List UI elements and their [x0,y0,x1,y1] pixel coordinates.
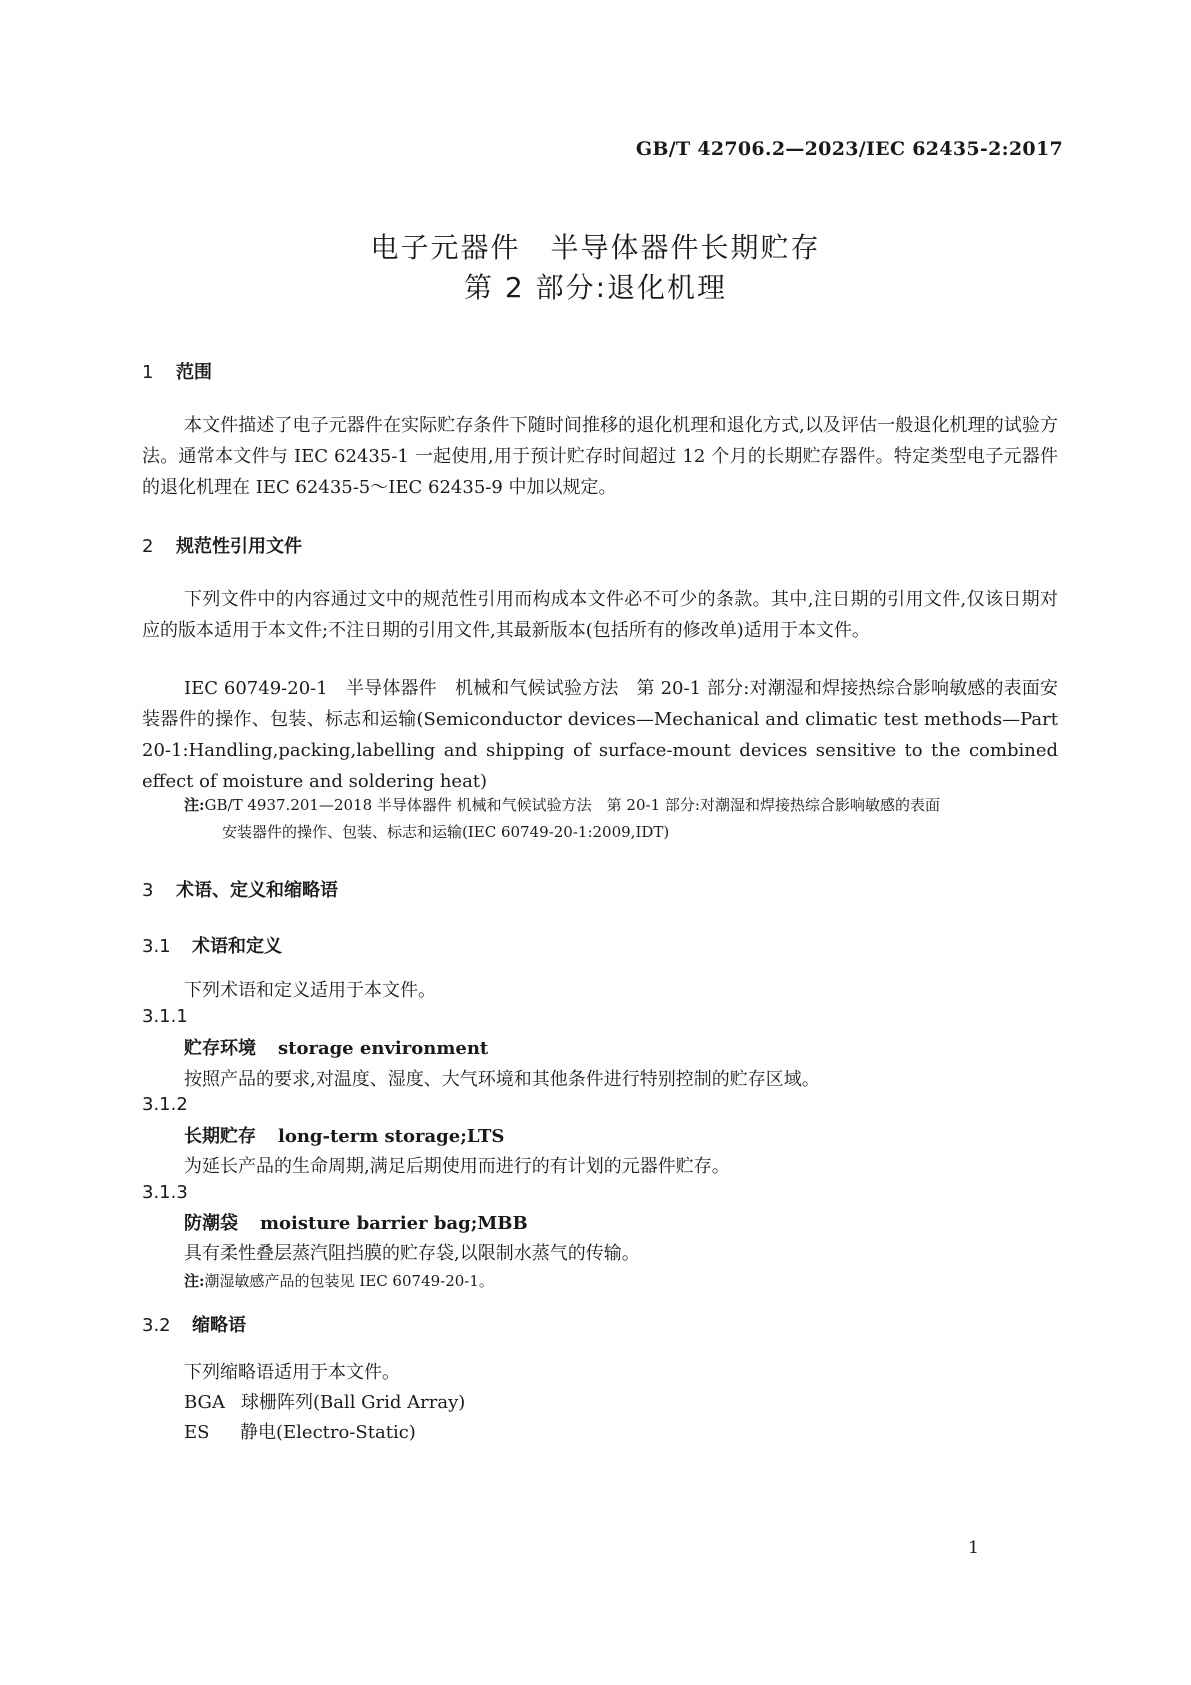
term-number: 3.1.1 [142,1006,188,1027]
section-title: 缩略语 [192,1315,246,1336]
section-title: 规范性引用文件 [176,536,302,557]
abbreviation-code: ES [184,1422,210,1443]
abbreviation-entry [184,1418,416,1444]
term-number: 3.1.3 [142,1182,188,1203]
term-title [184,1034,488,1060]
section-3-1-heading [142,932,282,958]
note-text: 潮湿敏感产品的包装见 IEC 60749-20-1。 [204,1272,494,1290]
page-number: 1 [968,1538,979,1558]
section-number: 3 [142,880,154,901]
standard-code: GB/T 42706.2—2023/IEC 62435-2:2017 [635,138,1063,160]
abbreviation-entry [184,1388,465,1414]
section-title: 范围 [176,362,212,383]
term-note [184,1270,494,1291]
term-en: moisture barrier bag;MBB [260,1213,528,1234]
section-3-2-heading [142,1311,246,1337]
abbreviations-intro: 下列缩略语适用于本文件。 [184,1362,400,1383]
term-en: storage environment [278,1038,489,1059]
note-label: 注: [184,1272,205,1290]
section-title: 术语、定义和缩略语 [176,880,338,901]
section-1-heading [142,358,212,384]
section-2-reference-entry: IEC 60749-20-1 半导体器件 机械和气候试验方法 第 20-1 部分:对潮湿和焊接热综合影响敏感的表面安装器件的操作、包装、标志和运输(Semiconductor devices—Mechanical and climatic test methods—Part 20-1:Handling,packing,labelling and shipping of surface-mount devices sensitive to the combined effect of moisture and soldering heat) [142,678,1058,792]
note-text-line-1: GB/T 4937.201—2018 半导体器件 机械和气候试验方法 第 20-1 部分:对潮湿和焊接热综合影响敏感的表面 [204,796,940,814]
title-line-2: 第 2 部分:退化机理 [463,271,728,304]
term-definition: 为延长产品的生命周期,满足后期使用而进行的有计划的元器件贮存。 [184,1156,730,1177]
term-zh: 贮存环境 [184,1038,256,1059]
term-definition: 按照产品的要求,对温度、湿度、大气环境和其他条件进行特别控制的贮存区域。 [184,1069,820,1090]
term-en: long-term storage;LTS [278,1126,505,1147]
section-2-paragraph-1: 下列文件中的内容通过文中的规范性引用而构成本文件必不可少的条款。其中,注日期的引用文件,仅该日期对应的版本适用于本文件;不注日期的引用文件,其最新版本(包括所有的修改单)适用于本文件。 [142,589,1058,641]
term-zh: 防潮袋 [184,1213,238,1234]
section-number: 1 [142,362,154,383]
abbreviation-description: 静电(Electro-Static) [240,1422,416,1443]
term-zh: 长期贮存 [184,1126,256,1147]
section-1-paragraph: 本文件描述了电子元器件在实际贮存条件下随时间推移的退化机理和退化方式,以及评估一般退化机理的试验方法。通常本文件与 IEC 62435-1 一起使用,用于预计贮存时间超过 12 个月的长期贮存器件。特定类型电子元器件的退化机理在 IEC 62435-5～IEC 62435-9 中加以规定。 [142,415,1058,498]
section-3-heading [142,876,338,902]
section-title: 术语和定义 [192,936,282,957]
term-title [184,1122,504,1148]
section-number: 3.2 [142,1315,171,1336]
title-line-1: 电子元器件 半导体器件长期贮存 [370,231,821,264]
note-text-line-2: 安装器件的操作、包装、标志和运输(IEC 60749-20-1:2009,IDT) [222,823,670,841]
term-number: 3.1.2 [142,1094,188,1115]
terms-intro: 下列术语和定义适用于本文件。 [184,980,436,1001]
term-title [184,1209,528,1235]
section-number: 3.1 [142,936,171,957]
section-2-heading [142,532,302,558]
note-label: 注: [184,796,205,814]
term-definition: 具有柔性叠层蒸汽阻挡膜的贮存袋,以限制水蒸气的传输。 [184,1243,640,1264]
section-number: 2 [142,536,154,557]
abbreviation-description: 球栅阵列(Ball Grid Array) [240,1392,466,1413]
section-2-note [184,792,1058,846]
abbreviation-code: BGA [184,1392,225,1413]
